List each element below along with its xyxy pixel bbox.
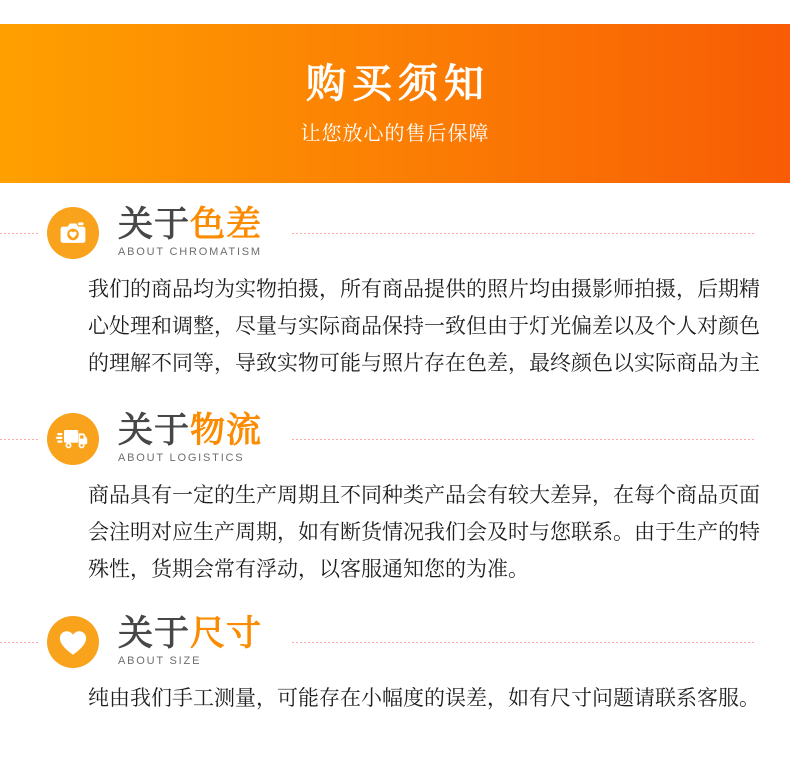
section-logistics-header [0, 413, 790, 465]
section-logistics [0, 413, 790, 588]
section-heading [118, 207, 262, 242]
dashed-divider-right [292, 642, 755, 643]
paragraph-line: 的理解不同等，导致实物可能与照片存在色差，最终颜色以实际商品为主 [88, 352, 760, 375]
section-chromatism [0, 207, 790, 382]
dashed-divider-left [0, 233, 40, 234]
section-chromatism-paragraph [88, 271, 790, 382]
section-chromatism-heading-block [118, 207, 262, 259]
banner-title: 购买须知 [306, 62, 490, 106]
paragraph-line: 会注明对应生产周期，如有断货情况我们会及时与您联系。由于生产的特 [88, 521, 760, 544]
section-heading [118, 413, 262, 448]
paragraph-line: 殊性，货期会常有浮动，以客服通知您的为准。 [88, 558, 529, 581]
section-logistics-heading-block [118, 413, 262, 465]
camera-heart-icon [47, 207, 99, 259]
section-heading-english: ABOUT CHROMATISM [118, 246, 262, 258]
paragraph-line: 纯由我们手工测量，可能存在小幅度的误差，如有尺寸问题请联系客服。 [88, 687, 760, 710]
heading-highlight: 物流 [190, 411, 263, 450]
section-heading [118, 616, 262, 651]
dashed-divider-left [0, 439, 40, 440]
dashed-divider-left [0, 642, 40, 643]
paragraph-line: 我们的商品均为实物拍摄，所有商品提供的照片均由摄影师拍摄，后期精 [88, 278, 760, 301]
section-logistics-paragraph [88, 477, 790, 588]
paragraph-line: 商品具有一定的生产周期且不同种类产品会有较大差异，在每个商品页面 [88, 484, 760, 507]
heart-icon [47, 616, 99, 668]
purchase-notice-banner [0, 24, 790, 183]
banner-subtitle: 让您放心的售后保障 [300, 123, 490, 145]
section-heading-english: ABOUT SIZE [118, 655, 202, 667]
section-chromatism-header [0, 207, 790, 259]
dashed-divider-right [292, 439, 755, 440]
dashed-divider-right [292, 233, 755, 234]
heading-prefix: 关于 [118, 614, 191, 653]
heading-prefix: 关于 [118, 205, 191, 244]
heading-prefix: 关于 [118, 411, 191, 450]
section-size-header [0, 616, 790, 668]
section-size-paragraph [88, 680, 790, 717]
heading-highlight: 尺寸 [190, 614, 263, 653]
heading-highlight: 色差 [190, 205, 263, 244]
paragraph-line: 心处理和调整，尽量与实际商品保持一致但由于灯光偏差以及个人对颜色 [88, 315, 760, 338]
section-size [0, 616, 790, 717]
section-heading-english: ABOUT LOGISTICS [118, 452, 245, 464]
section-size-heading-block [118, 616, 262, 668]
delivery-truck-icon [47, 413, 99, 465]
